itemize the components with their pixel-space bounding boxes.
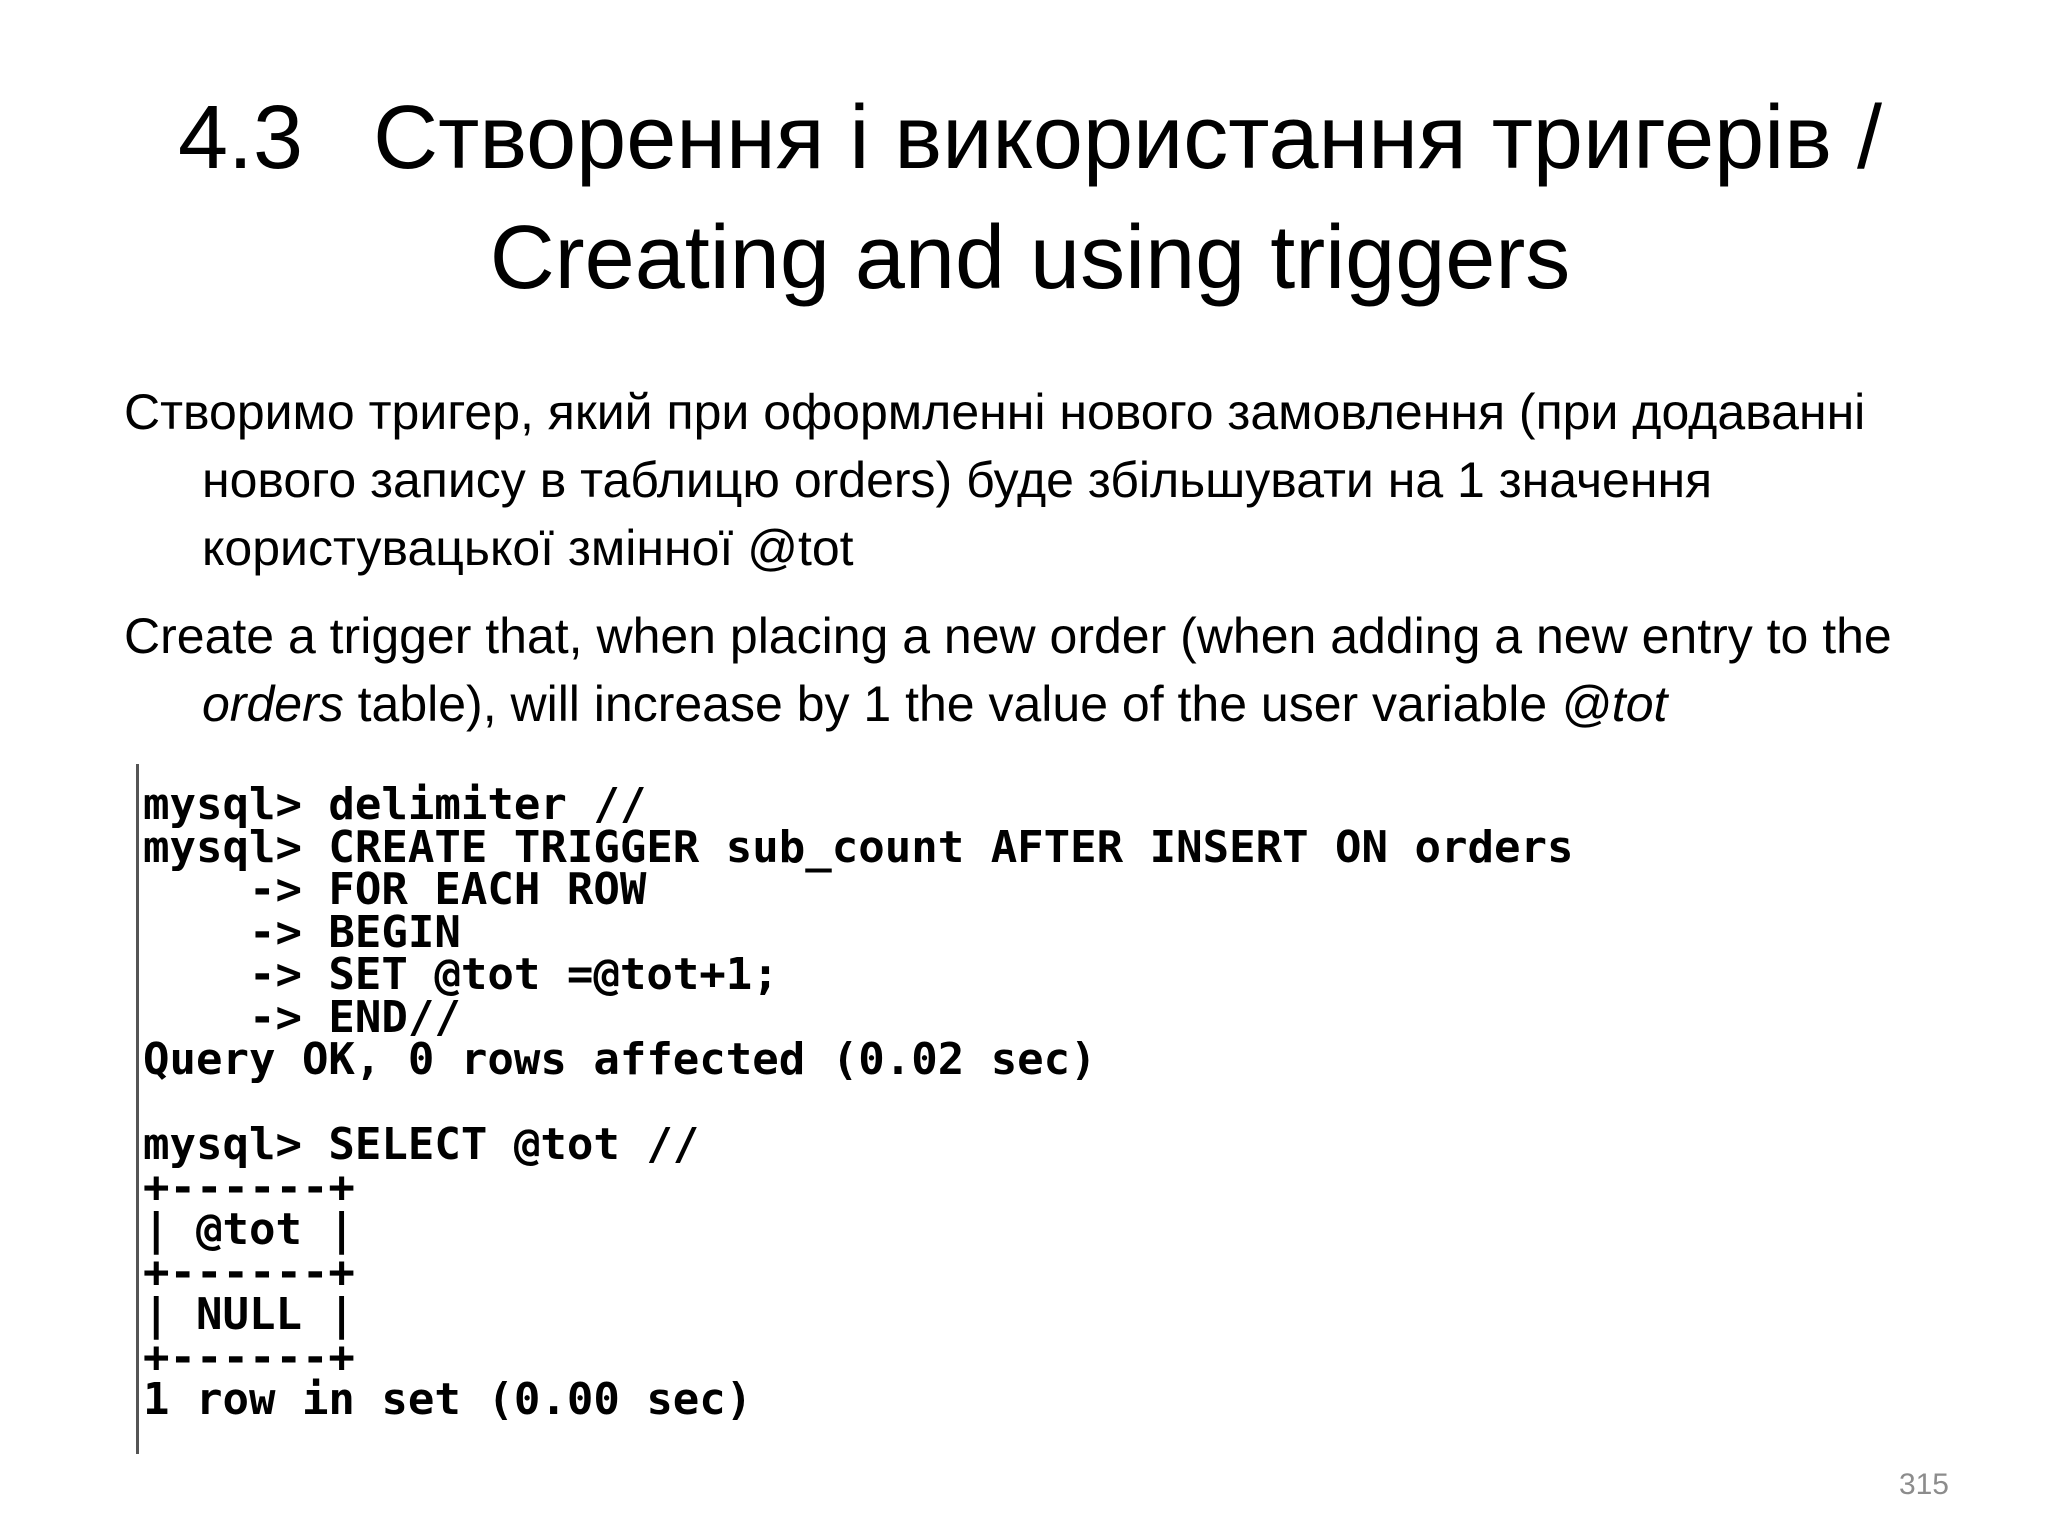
page-number: 315 bbox=[1898, 1468, 1949, 1501]
paragraph-english-part2: table), will increase by 1 the value of the user variable bbox=[343, 676, 1562, 732]
title-line-1 bbox=[80, 78, 1980, 198]
orders-table-name: orders bbox=[202, 676, 344, 732]
console-line: | NULL | bbox=[143, 1289, 355, 1340]
console-line: +------+ bbox=[143, 1331, 355, 1383]
console-output bbox=[139, 764, 1719, 1425]
console-line: +------+ bbox=[143, 1246, 355, 1298]
paragraph-english bbox=[124, 602, 1964, 738]
console-line: mysql> CREATE TRIGGER sub_count AFTER INSERT ON orders bbox=[143, 821, 1574, 873]
tot-variable-name: @tot bbox=[1561, 676, 1668, 732]
console-line: 1 row in set (0.00 sec) bbox=[143, 1374, 753, 1425]
slide-title bbox=[80, 78, 1980, 318]
console-line: Query OK, 0 rows affected (0.02 sec) bbox=[143, 1034, 1097, 1085]
mysql-console-screenshot bbox=[136, 764, 1719, 1454]
console-line: -> SET @tot =@tot+1; bbox=[143, 949, 779, 1000]
slide-body bbox=[124, 378, 1964, 758]
paragraph-english-part1: Create a trigger that, when placing a new order (when adding a new entry to the bbox=[124, 608, 1892, 664]
console-line: | @tot | bbox=[143, 1204, 355, 1255]
console-line: mysql> SELECT @tot // bbox=[143, 1119, 700, 1170]
console-line: +------+ bbox=[143, 1161, 355, 1213]
title-number: 4.3 bbox=[177, 88, 304, 188]
console-line: mysql> delimiter // bbox=[143, 779, 647, 830]
console-line bbox=[143, 1082, 1719, 1125]
console-line: -> END// bbox=[143, 991, 461, 1043]
paragraph-ukrainian: Створимо тригер, який при оформленні нового замовлення (при додаванні нового запису в таблицю orders) буде збільшувати на 1 значення користувацької змінної @tot bbox=[124, 384, 1866, 576]
console-line: -> BEGIN bbox=[143, 906, 461, 958]
console-line: -> FOR EACH ROW bbox=[143, 864, 647, 915]
title-text-ua: Створення і використання тригерів / bbox=[373, 88, 1883, 188]
title-line-2: Creating and using triggers bbox=[489, 208, 1571, 308]
